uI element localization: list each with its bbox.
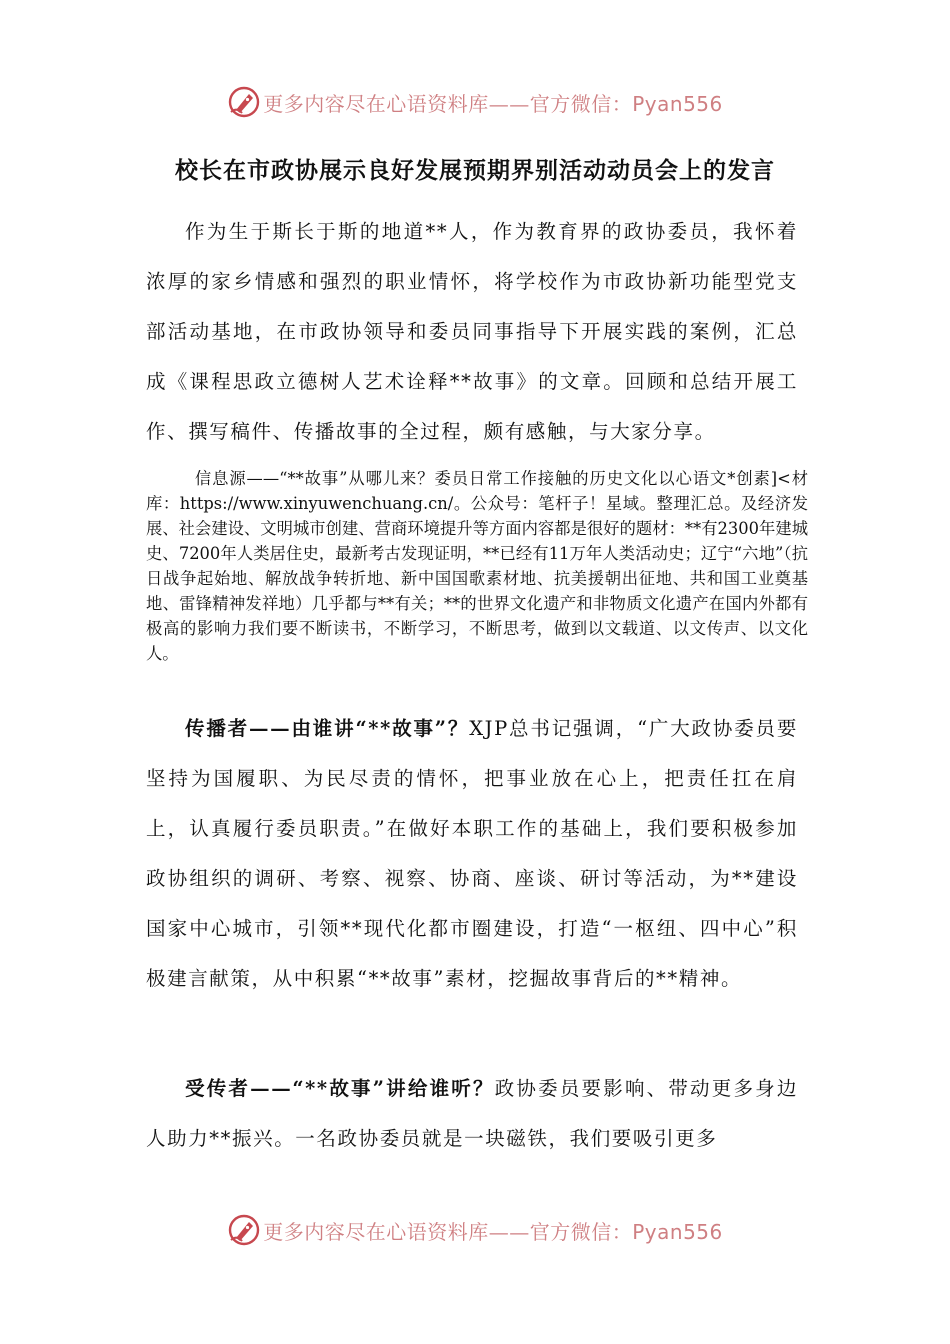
pen-nib-logo-icon (227, 1213, 261, 1247)
paragraph-communicator (146, 704, 798, 1004)
paragraph-communicator-body: XJP总书记强调，“广大政协委员要坚持为国履职、为民尽责的情怀，把事业放在心上，把责任扛在肩上，认真履行委员职责。”在做好本职工作的基础上，我们要积极参加政协组织的调研、考察、视察、协商、座谈、研讨等活动，为**建设国家中心城市，引领**现代化都市圈建设，打造“一枢纽、四中心”积极建言献策，从中积累“**故事”素材，挖掘故事背后的**精神。 (146, 717, 799, 990)
page-title: 校长在市政协展示良好发展预期界别活动动员会上的发言 (175, 157, 775, 184)
banner-text: 更多内容尽在心语资料库——官方微信：Pyan556 (263, 1219, 723, 1244)
banner-text: 更多内容尽在心语资料库——官方微信：Pyan556 (263, 91, 723, 116)
paragraph-audience-heading: 受传者——“**故事”讲给谁听？ (185, 1077, 495, 1100)
paragraph-info-source: 信息源——“**故事”从哪儿来？委员日常工作接触的历史文化以心语文*创素]<材库：https://www.xinyuwenchuang.cn/。公众号：笔杆子！星域。整理汇总。及经济发展、社会建设、文明城市创建、营商环境提升等方面内容都是很好的题材：**有2300年建城史、7200年人类居住史，最新考古发现证明，**已经有11万年人类活动史；辽宁“六地”（抗日战争起始地、解放战争转折地、新中国国歌素材地、抗美援朝出征地、共和国工业奠基地、雷锋精神发祥地）几乎都与**有关；**的世界文化遗产和非物质文化遗产在国内外都有极高的影响力我们要不断读书，不断学习，不断思考，做到以文载道、以文传声、以文化人。 (146, 469, 808, 663)
paragraph-communicator-heading: 传播者——由谁讲“**故事”？ (185, 717, 470, 740)
paragraph-audience (146, 1064, 798, 1164)
header-banner (0, 82, 950, 122)
pen-nib-logo-icon (227, 85, 261, 119)
paragraph-audience-body: 政协委员要影响、带动更多身边人助力**振兴。一名政协委员就是一块磁铁，我们要吸引更多 (146, 1077, 798, 1150)
footer-banner (0, 1210, 950, 1250)
paragraph-intro: 作为生于斯长于斯的地道**人，作为教育界的政协委员，我怀着浓厚的家乡情感和强烈的职业情怀，将学校作为市政协新功能型党支部活动基地，在市政协领导和委员同事指导下开展实践的案例，汇总成《课程思政立德树人艺术诠释**故事》的文章。回顾和总结开展工作、撰写稿件、传播故事的全过程，颇有感触，与大家分享。 (146, 220, 798, 443)
